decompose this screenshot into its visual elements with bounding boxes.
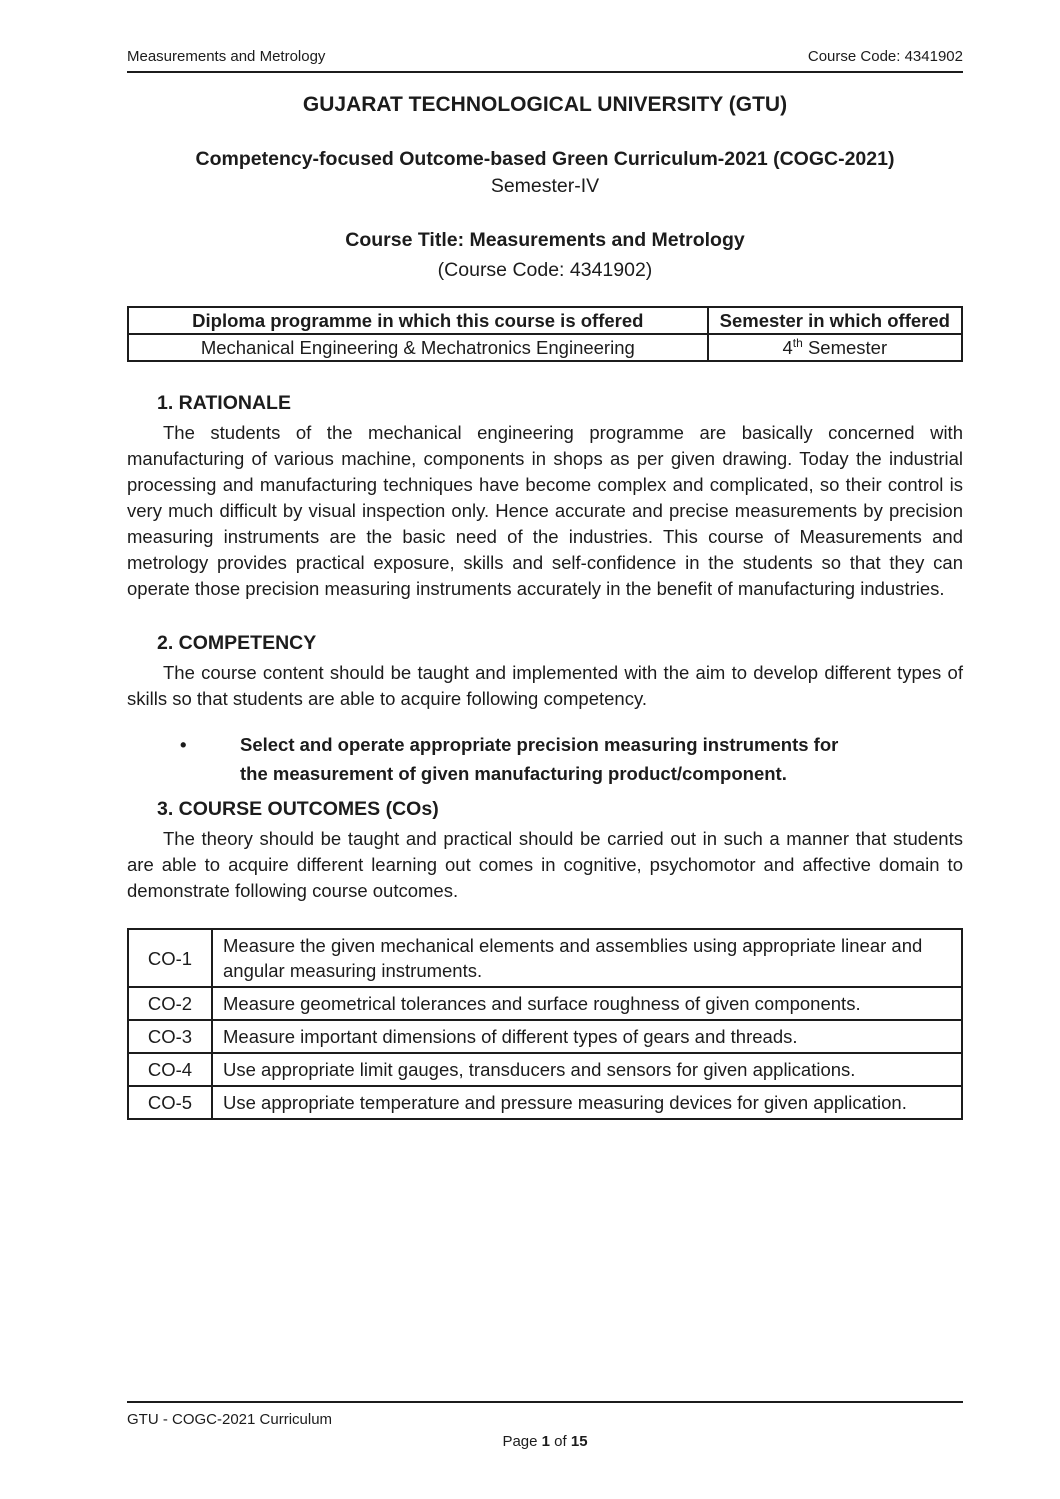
semester-ordinal: th xyxy=(792,335,803,350)
offer-table-semester-cell xyxy=(708,334,962,361)
co-code-cell: CO-1 xyxy=(128,929,212,987)
co-text-cell: Use appropriate limit gauges, transducers and sensors for given applications. xyxy=(212,1053,962,1086)
offer-table-data-row xyxy=(128,334,962,361)
page-total: 15 xyxy=(570,1433,588,1450)
co-code-cell: CO-3 xyxy=(128,1020,212,1053)
competency-paragraph: The course content should be taught and implemented with the aim to develop different types of skills so that students are able to acquire following competency. xyxy=(127,662,963,709)
co-table-row xyxy=(128,1053,962,1086)
competency-bullet-text: Select and operate appropriate precision measuring instruments for the measurement of given manufacturing product/component. xyxy=(240,734,839,784)
co-table-row xyxy=(128,987,962,1020)
co-table-row xyxy=(128,929,962,987)
course-code-subtitle: (Course Code: 4341902) xyxy=(437,259,653,281)
footer-page-indicator xyxy=(127,1433,963,1451)
co-text-cell: Use appropriate temperature and pressure measuring devices for given application. xyxy=(212,1086,962,1119)
semester-word: Semester xyxy=(807,337,888,358)
university-title: GUJARAT TECHNOLOGICAL UNIVERSITY (GTU) xyxy=(302,93,788,116)
co-table-row xyxy=(128,1086,962,1119)
co-code-cell: CO-4 xyxy=(128,1053,212,1086)
rationale-paragraph: The students of the mechanical engineering programme are basically concerned with manufacturing of various machine, components in shops as per given drawing. Today the industrial processing and manufacturing techniques have become complex and complicated, so their control is very much difficult by visual inspection only. Hence accurate and precise measurements by precision measuring instruments are the basic need of the industries. This course of Measurements and metrology provides practical exposure, skills and self-confidence in the students so that they can operate those precision measuring instruments accurately in the benefit of manufacturing industries. xyxy=(127,422,963,599)
rationale-heading: 1. RATIONALE xyxy=(157,392,291,414)
course-outcomes-table xyxy=(127,928,963,1120)
competency-bullet-item xyxy=(180,730,840,788)
offer-table xyxy=(127,306,963,362)
co-text-cell: Measure geometrical tolerances and surface roughness of given components. xyxy=(212,987,962,1020)
page-prefix: Page xyxy=(502,1433,542,1450)
course-title: Course Title: Measurements and Metrology xyxy=(345,229,745,251)
bullet-icon: • xyxy=(180,734,187,755)
page-footer xyxy=(127,1401,963,1451)
competency-heading: 2. COMPETENCY xyxy=(157,632,317,654)
page-number: 1 xyxy=(541,1433,550,1450)
page-header xyxy=(127,48,963,73)
offer-table-programme-cell: Mechanical Engineering & Mechatronics Engineering xyxy=(128,334,708,361)
co-table-row xyxy=(128,1020,962,1053)
footer-divider xyxy=(127,1401,963,1403)
outcomes-heading: 3. COURSE OUTCOMES (COs) xyxy=(157,798,439,820)
offer-table-header-row xyxy=(128,307,962,334)
outcomes-paragraph: The theory should be taught and practical should be carried out in such a manner that students are able to acquire different learning out comes in cognitive, psychomotor and affective domain to demonstrate following course outcomes. xyxy=(127,828,963,901)
co-code-cell: CO-2 xyxy=(128,987,212,1020)
page-of: of xyxy=(550,1433,571,1450)
curriculum-title: Competency-focused Outcome-based Green Curriculum-2021 (COGC-2021) xyxy=(195,148,895,170)
semester-number: 4 xyxy=(782,337,793,358)
offer-table-header-programme: Diploma programme in which this course is offered xyxy=(128,307,708,334)
footer-curriculum-label: GTU - COGC-2021 Curriculum xyxy=(127,1411,333,1428)
header-course-code: Course Code: 4341902 xyxy=(807,48,963,65)
header-course-name: Measurements and Metrology xyxy=(127,48,326,65)
co-text-cell: Measure important dimensions of different types of gears and threads. xyxy=(212,1020,962,1053)
semester-subtitle: Semester-IV xyxy=(490,175,600,197)
offer-table-header-semester: Semester in which offered xyxy=(708,307,962,334)
co-code-cell: CO-5 xyxy=(128,1086,212,1119)
co-text-cell: Measure the given mechanical elements and assemblies using appropriate linear and angular measuring instruments. xyxy=(212,929,962,987)
